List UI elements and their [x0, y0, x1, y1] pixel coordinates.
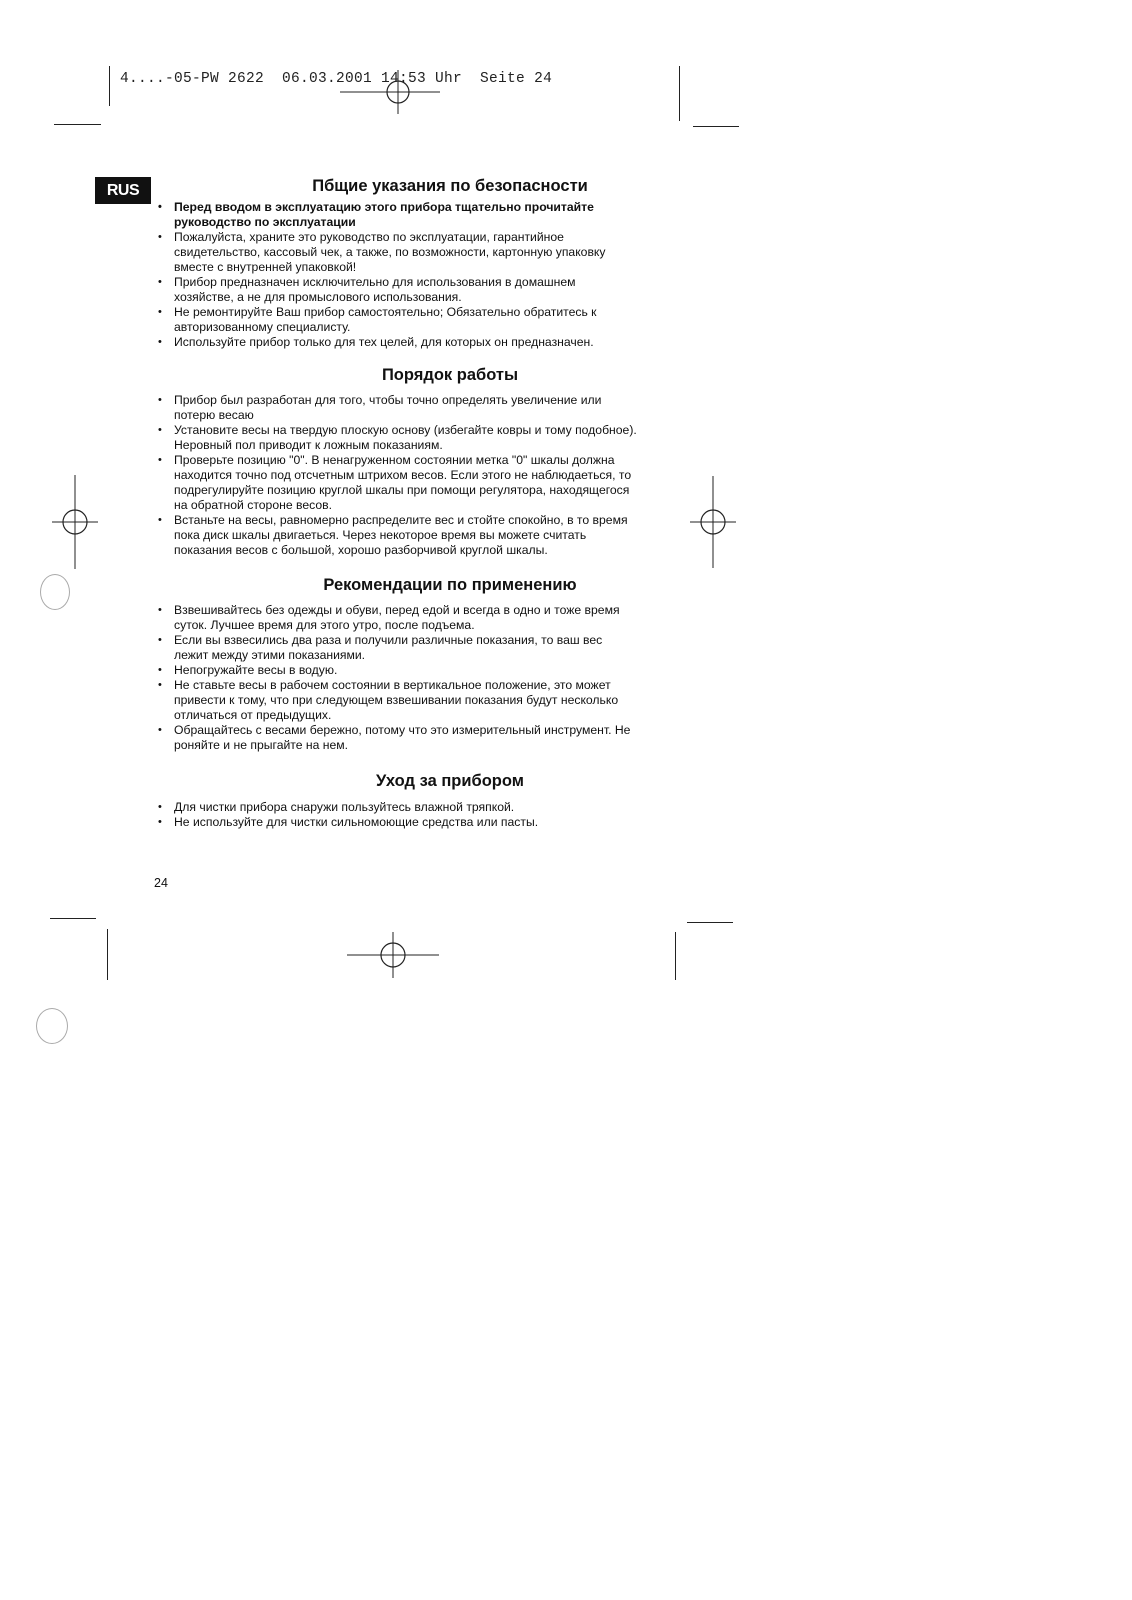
list-item: • Не ремонтируйте Ваш прибор самостоятельно; Обязательно обратитесь к авторизованному специалисту. [158, 305, 638, 335]
list-item: • Взвешивайтесь без одежды и обуви, перед едой и всегда в одно и тоже время суток. Лучшее время для этого утро, после подъема. [158, 603, 638, 633]
list-item: • Для чистки прибора снаружи пользуйтесь влажной тряпкой. [158, 800, 638, 815]
punch-hole-upper [40, 574, 70, 610]
list-item: • Не используйте для чистки сильномоющие средства или пасты. [158, 815, 638, 830]
list-item: • Проверьте позицию "0". В ненагруженном состоянии метка "0" шкалы должна находится точно под отсчетным штрихом весов. Если этого не наблюдаеться, то подрегулируйте позицию круглой шкалы при помощи регулятора, находящегося на обратной стороне весов. [158, 453, 638, 513]
list-item: • Обращайтесь с весами бережно, потому что это измерительный инструмент. Не роняйте и не прыгайте на нем. [158, 723, 638, 753]
crop-mark-top-right-vertical [679, 66, 680, 121]
crop-mark-top-left-vertical [109, 66, 110, 106]
punch-hole-lower [36, 1008, 68, 1044]
crop-mark-bottom-right-vertical [675, 932, 676, 980]
registration-mark-bottom [347, 932, 439, 978]
section-title-safety: Пбщие указания по безопасности [312, 177, 588, 195]
list-item: • Непогружайте весы в водую. [158, 663, 638, 678]
section-title-recommendations: Рекомендации по применению [323, 576, 577, 594]
list-item: • Не ставьте весы в рабочем состоянии в вертикальное положение, это может привести к тому, что при следующем взвешивании показания будут несколько отличаться от предыдущих. [158, 678, 638, 723]
list-item: • Установите весы на твердую плоскую основу (избегайте ковры и тому подобное). Неровный пол приводит к ложным показаниям. [158, 423, 638, 453]
language-badge: RUS [95, 177, 151, 204]
list-item: • Прибор предназначен исключительно для использования в домашнем хозяйстве, а не для промыслового использования. [158, 275, 638, 305]
registration-mark-left [52, 475, 98, 569]
registration-mark-right [690, 476, 736, 568]
print-slug-header: 4....-05-PW 2622 06.03.2001 14:53 Uhr Seite 24 [120, 71, 553, 87]
section-title-care: Уход за прибором [376, 772, 524, 790]
list-item: • Пожалуйста, храните это руководство по эксплуатации, гарантийное свидетельство, кассовый чек, а также, по возможности, картонную упаковку вместе с внутренней упаковкой! [158, 230, 638, 275]
section-title-operation: Порядок работы [381, 366, 519, 384]
operation-list [158, 393, 638, 558]
list-item: • Прибор был разработан для того, чтобы точно определять увеличение или потерю весаю [158, 393, 638, 423]
safety-list [158, 200, 638, 350]
list-item: • Перед вводом в эксплуатацию этого прибора тщательно прочитайте руководство по эксплуатации [158, 200, 638, 230]
list-item: • Используйте прибор только для тех целей, для которых он предназначен. [158, 335, 694, 350]
crop-mark-top-right-horizontal [693, 126, 739, 127]
crop-mark-bottom-left-horizontal [50, 918, 96, 919]
crop-mark-bottom-right-horizontal [687, 922, 733, 923]
registration-mark-top [340, 70, 440, 114]
recommendations-list [158, 603, 638, 753]
list-item: • Встаньте на весы, равномерно распределите вес и стойте спокойно, в то время пока диск шкалы двигаеться. Через некоторое время вы можете считать показания весов с большой, хорошо разборчивой круглой шкалы. [158, 513, 638, 558]
care-list [158, 800, 638, 830]
crop-mark-top-left-horizontal [54, 124, 101, 125]
list-item: • Если вы взвесились два раза и получили различные показания, то ваш вес лежит между этими показаниями. [158, 633, 638, 663]
page-number: 24 [154, 876, 168, 890]
crop-mark-bottom-left-vertical [107, 929, 108, 980]
